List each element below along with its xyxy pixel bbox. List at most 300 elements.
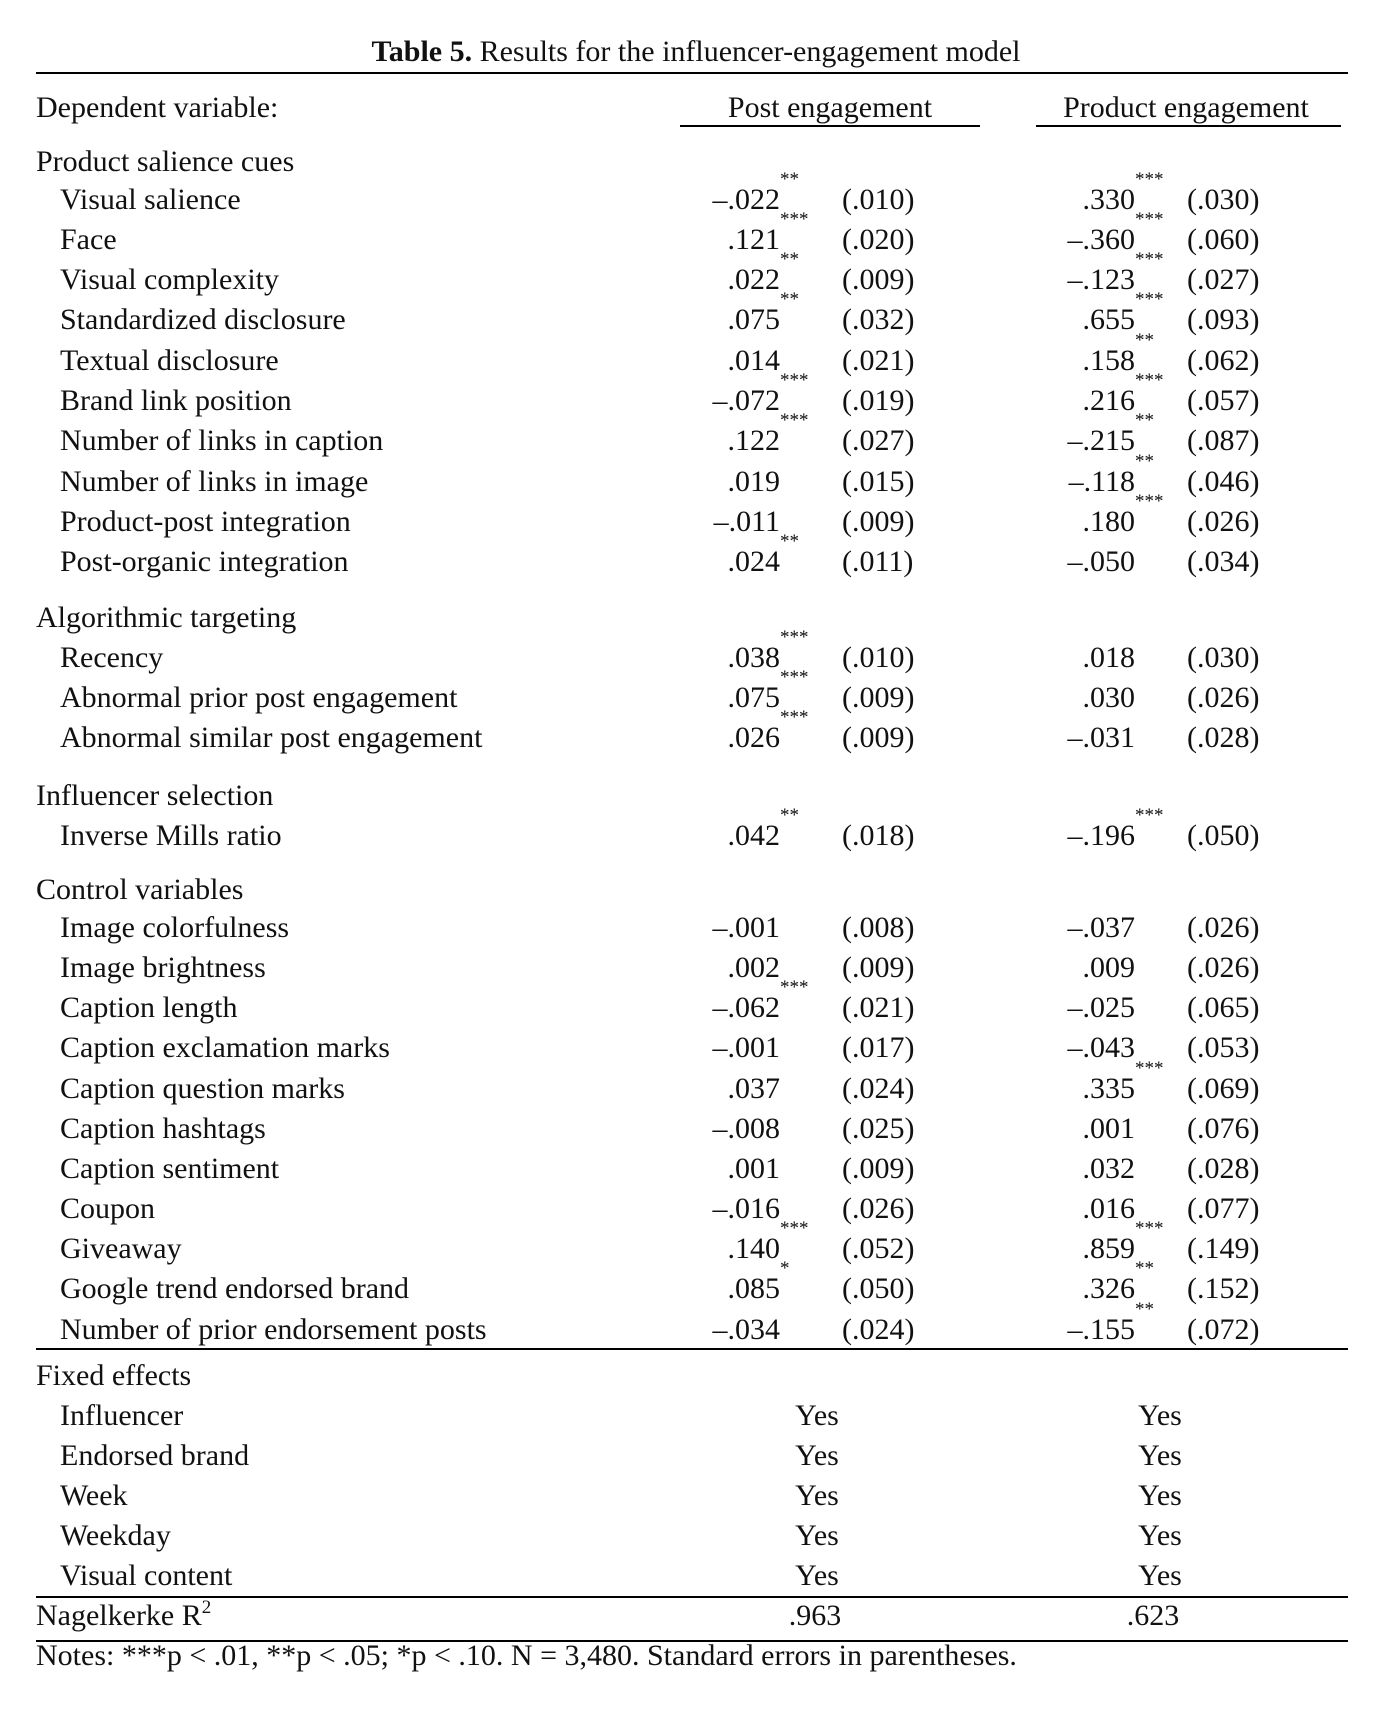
row-label: Endorsed brand [60, 1439, 250, 1472]
coefficient [713, 1189, 781, 1229]
coefficient-value: .140 [727, 1232, 780, 1265]
table-row [0, 1109, 1392, 1149]
coefficient [1082, 491, 1164, 542]
coefficient-cell-product [1015, 249, 1164, 300]
standard-error: (.009) [842, 1152, 915, 1185]
standard-error: (.046) [1187, 465, 1260, 498]
coefficient-value: –.001 [712, 911, 780, 944]
coefficient-cell-post [660, 370, 809, 421]
coefficient-cell-product [1015, 410, 1154, 461]
coefficient [1082, 370, 1164, 421]
coefficient-value: –.196 [1067, 819, 1135, 852]
coefficient-value: –.034 [712, 1313, 780, 1346]
coefficient-value: –.123 [1067, 263, 1135, 296]
standard-error: (.077) [1187, 1192, 1260, 1225]
table-row [0, 1556, 1392, 1596]
standard-error: (.093) [1187, 303, 1260, 336]
standard-error: (.050) [842, 1272, 915, 1305]
standard-error: (.021) [842, 344, 915, 377]
significance-stars: ** [1135, 451, 1154, 472]
section-heading [0, 870, 1392, 910]
coefficient-cell-post [660, 1028, 780, 1068]
coefficient [1082, 1218, 1164, 1269]
standard-error: (.060) [1187, 223, 1260, 256]
table-row [0, 410, 1392, 461]
table-row [0, 491, 1392, 542]
coefficient [712, 169, 799, 220]
coefficient-cell-post [660, 707, 809, 758]
significance-stars: * [780, 1258, 790, 1279]
column-header-post-engagement: Post engagement [727, 91, 933, 124]
section-heading [0, 776, 1392, 816]
table-row [0, 948, 1392, 988]
row-label: Coupon [60, 1192, 156, 1225]
row-label: Caption question marks [60, 1072, 345, 1105]
row-label: Post-organic integration [60, 545, 349, 578]
coefficient-value: –.043 [1067, 1031, 1135, 1064]
row-label: Caption length [60, 991, 238, 1024]
row-label: Influencer [60, 1399, 184, 1432]
standard-error: (.028) [1187, 1152, 1260, 1185]
standard-error: (.027) [842, 424, 915, 457]
standard-error: (.149) [1187, 1232, 1260, 1265]
row-label: Brand link position [60, 384, 292, 417]
coefficient [1068, 542, 1136, 582]
coefficient [1067, 410, 1154, 461]
standard-error: (.087) [1187, 424, 1260, 457]
significance-stars: *** [1135, 289, 1164, 310]
coefficient-cell-product [1015, 1218, 1164, 1269]
significance-stars: *** [1135, 805, 1164, 826]
coefficient [727, 1258, 790, 1309]
significance-stars: *** [1135, 491, 1164, 512]
table-row [0, 370, 1392, 421]
coefficient-value: –.062 [712, 991, 780, 1024]
significance-stars: *** [780, 1218, 809, 1239]
standard-error: (.028) [1187, 721, 1260, 754]
coefficient [727, 531, 799, 582]
table-row [0, 209, 1392, 260]
standard-error: (.069) [1187, 1072, 1260, 1105]
standard-error: (.009) [842, 505, 915, 538]
table-row [0, 1396, 1392, 1436]
coefficient-cell-post [660, 948, 780, 988]
coefficient-cell-post [660, 977, 809, 1028]
coefficient-value: .026 [727, 721, 780, 754]
coefficient-cell-product [1015, 1189, 1135, 1229]
coefficient [1083, 1109, 1136, 1149]
coefficient-value: .655 [1082, 303, 1135, 336]
coefficient-cell-post [660, 1258, 790, 1309]
dependent-variable-label: Dependent variable: [36, 91, 279, 124]
coefficient-value: .075 [727, 303, 780, 336]
table-title [0, 32, 1392, 72]
row-label: Recency [60, 641, 164, 674]
significance-stars: *** [780, 977, 809, 998]
standard-error: (.076) [1187, 1112, 1260, 1145]
standard-error: (.026) [1187, 681, 1260, 714]
coefficient-value: –.022 [712, 183, 780, 216]
coefficient [1067, 249, 1164, 300]
coefficient-value: .009 [1082, 951, 1135, 984]
coefficient [1082, 1258, 1154, 1309]
coefficient-value: .122 [727, 424, 780, 457]
coefficient-value: .180 [1082, 505, 1135, 538]
coefficient [1067, 1299, 1154, 1350]
significance-stars: *** [1135, 249, 1164, 270]
standard-error: (.026) [842, 1192, 915, 1225]
coefficient [727, 627, 809, 678]
coefficient [728, 1069, 781, 1109]
coefficient [1083, 1189, 1136, 1229]
coefficient-cell-post [660, 502, 780, 542]
coefficient-cell-product [1015, 1028, 1135, 1068]
coefficient-value: –.008 [712, 1112, 780, 1145]
table-row [0, 805, 1392, 856]
coefficient-cell-post [660, 908, 780, 948]
fixed-effect-post: Yes [795, 1479, 839, 1512]
significance-stars: *** [780, 667, 809, 688]
significance-stars: *** [780, 370, 809, 391]
coefficient-cell-product [1015, 988, 1135, 1028]
coefficient [1082, 289, 1164, 340]
coefficient [1067, 805, 1164, 856]
row-label: Image colorfulness [60, 911, 290, 944]
table-caption: Results for the influencer-engagement model [472, 35, 1021, 68]
coefficient-value: .075 [727, 681, 780, 714]
coefficient-cell-post [660, 1218, 809, 1269]
standard-error: (.018) [842, 819, 915, 852]
column-header-product-engagement: Product engagement [1063, 91, 1309, 124]
coefficient [728, 462, 781, 502]
coefficient [1082, 330, 1154, 381]
coefficient-value: .859 [1082, 1232, 1135, 1265]
table-row [0, 1028, 1392, 1068]
coefficient-value: –.360 [1067, 223, 1135, 256]
standard-error: (.009) [842, 681, 915, 714]
standard-error: (.026) [1187, 911, 1260, 944]
coefficient-value: –.050 [1067, 545, 1135, 578]
standard-error: (.026) [1187, 951, 1260, 984]
coefficient [714, 502, 780, 542]
coefficient-value: .037 [727, 1072, 780, 1105]
coefficient-value: .014 [727, 344, 780, 377]
coefficient [1083, 948, 1136, 988]
coefficient-cell-product [1015, 542, 1135, 582]
standard-error: (.009) [842, 721, 915, 754]
coefficient [728, 1149, 781, 1189]
table-row [0, 330, 1392, 381]
top-rule [36, 72, 1348, 74]
standard-error: (.050) [1187, 819, 1260, 852]
table-notes: Notes: ***p < .01, **p < .05; *p < .10. N = 3,480. Standard errors in parentheses. [36, 1639, 1017, 1672]
table-row [0, 667, 1392, 718]
coefficient [727, 805, 799, 856]
coefficient-value: .022 [727, 263, 780, 296]
fixed-effect-product: Yes [1138, 1399, 1182, 1432]
coefficient-cell-product [1015, 718, 1135, 758]
fixed-effect-product: Yes [1138, 1519, 1182, 1552]
coefficient-cell-product [1015, 678, 1135, 718]
table-row [0, 1476, 1392, 1516]
section-title: Algorithmic targeting [36, 601, 297, 634]
significance-stars: *** [780, 707, 809, 728]
table-row [0, 1189, 1392, 1229]
coefficient-cell-post [660, 341, 780, 381]
row-label: Product-post integration [60, 505, 351, 538]
coefficient-cell-post [660, 462, 780, 502]
standard-error: (.024) [842, 1072, 915, 1105]
r2-label-text: Nagelkerke R [36, 1599, 202, 1632]
standard-error: (.020) [842, 223, 915, 256]
column-underline-product [1036, 125, 1341, 127]
table-row [0, 977, 1392, 1028]
section-heading [0, 598, 1392, 638]
coefficient-value: .001 [727, 1152, 780, 1185]
coefficient-cell-post [660, 169, 799, 220]
coefficient-cell-product [1015, 169, 1164, 220]
row-label: Caption hashtags [60, 1112, 266, 1145]
significance-stars: ** [1135, 1258, 1154, 1279]
row-label: Google trend endorsed brand [60, 1272, 410, 1305]
coefficient [727, 249, 799, 300]
coefficient [713, 1028, 781, 1068]
coefficient-cell-post [660, 1109, 780, 1149]
significance-stars: ** [1135, 330, 1154, 351]
row-label: Weekday [60, 1519, 171, 1552]
table-row [0, 531, 1392, 582]
significance-stars: *** [1135, 1058, 1164, 1079]
table-row [0, 707, 1392, 758]
standard-error: (.009) [842, 951, 915, 984]
coefficient-value: .158 [1082, 344, 1135, 377]
coefficient-cell-product [1015, 330, 1154, 381]
coefficient [1068, 451, 1154, 502]
fixed-effect-post: Yes [795, 1439, 839, 1472]
coefficient [727, 667, 809, 718]
section-heading [0, 1356, 1392, 1396]
coefficient [713, 1310, 781, 1350]
table-row [0, 169, 1392, 220]
coefficient-value: –.025 [1067, 991, 1135, 1024]
coefficient [1068, 988, 1136, 1028]
section-title: Influencer selection [36, 779, 274, 812]
fixed-effect-product: Yes [1138, 1479, 1182, 1512]
section-title: Control variables [36, 873, 244, 906]
fixed-effect-post: Yes [795, 1399, 839, 1432]
standard-error: (.011) [842, 545, 914, 578]
coefficient-value: .024 [727, 545, 780, 578]
row-label: Textual disclosure [60, 344, 279, 377]
coefficient-value: .030 [1082, 681, 1135, 714]
significance-stars: *** [780, 627, 809, 648]
coefficient-cell-post [660, 410, 809, 461]
standard-error: (.152) [1187, 1272, 1260, 1305]
coefficient-value: .002 [727, 951, 780, 984]
coefficient-cell-post [660, 1310, 780, 1350]
coefficient-value: .018 [1082, 641, 1135, 674]
column-underline-post [680, 125, 980, 127]
table-row [0, 1258, 1392, 1309]
table-row [0, 289, 1392, 340]
coefficient-cell-product [1015, 289, 1164, 340]
coefficient-value: –.215 [1067, 424, 1135, 457]
standard-error: (.062) [1187, 344, 1260, 377]
coefficient-cell-product [1015, 805, 1164, 856]
standard-error: (.019) [842, 384, 915, 417]
coefficient [712, 370, 809, 421]
table-row [0, 1436, 1392, 1476]
coefficient-value: .085 [727, 1272, 780, 1305]
standard-error: (.026) [1187, 505, 1260, 538]
row-label: Visual salience [60, 183, 241, 216]
coefficient-cell-post [660, 289, 799, 340]
standard-error: (.052) [842, 1232, 915, 1265]
coefficient [713, 908, 781, 948]
fixed-effect-post: Yes [795, 1559, 839, 1592]
standard-error: (.009) [842, 263, 915, 296]
row-label: Inverse Mills ratio [60, 819, 282, 852]
row-label: Image brightness [60, 951, 266, 984]
coefficient-cell-product [1015, 1258, 1154, 1309]
coefficient-cell-product [1015, 908, 1135, 948]
standard-error: (.034) [1187, 545, 1260, 578]
coefficient-value: –.118 [1068, 465, 1135, 498]
coefficient [1068, 908, 1136, 948]
table-row [0, 908, 1392, 948]
fixed-effect-product: Yes [1138, 1439, 1182, 1472]
standard-error: (.024) [842, 1313, 915, 1346]
coefficient-value: .042 [727, 819, 780, 852]
coefficient [727, 410, 809, 461]
row-label: Number of links in caption [60, 424, 384, 457]
coefficient [1067, 209, 1164, 260]
coefficient-cell-post [660, 1149, 780, 1189]
standard-error: (.025) [842, 1112, 915, 1145]
significance-stars: ** [1135, 1299, 1154, 1320]
coefficient-cell-post [660, 1189, 780, 1229]
coefficient-cell-post [660, 667, 809, 718]
coefficient-cell-product [1015, 451, 1154, 502]
mid-rule [36, 1348, 1348, 1350]
coefficient [1083, 638, 1136, 678]
significance-stars: *** [1135, 370, 1164, 391]
coefficient-cell-product [1015, 491, 1164, 542]
coefficient [1082, 169, 1164, 220]
standard-error: (.072) [1187, 1313, 1260, 1346]
coefficient [713, 1109, 781, 1149]
significance-stars: ** [780, 531, 799, 552]
r2-rule [36, 1596, 1348, 1598]
coefficient-value: .121 [727, 223, 780, 256]
coefficient-value: –.072 [712, 384, 780, 417]
significance-stars: ** [780, 249, 799, 270]
r2-post: .963 [788, 1599, 842, 1632]
standard-error: (.053) [1187, 1031, 1260, 1064]
coefficient-cell-post [660, 249, 799, 300]
coefficient [728, 341, 781, 381]
row-label: Abnormal prior post engagement [60, 681, 458, 714]
row-label: Week [60, 1479, 128, 1512]
significance-stars: ** [780, 169, 799, 190]
table-row [0, 1058, 1392, 1109]
coefficient-cell-product [1015, 1149, 1135, 1189]
r2-product: .623 [1126, 1599, 1180, 1632]
row-label: Caption exclamation marks [60, 1031, 390, 1064]
row-label: Visual content [60, 1559, 233, 1592]
row-label: Caption sentiment [60, 1152, 280, 1185]
standard-error: (.027) [1187, 263, 1260, 296]
coefficient-cell-post [660, 627, 809, 678]
row-label: Number of links in image [60, 465, 369, 498]
coefficient-value: –.037 [1067, 911, 1135, 944]
coefficient-cell-product [1015, 1299, 1154, 1350]
row-label: Visual complexity [60, 263, 279, 296]
coefficient-cell-product [1015, 370, 1164, 421]
standard-error: (.017) [842, 1031, 915, 1064]
significance-stars: ** [1135, 410, 1154, 431]
standard-error: (.032) [842, 303, 915, 336]
coefficient-value: .335 [1082, 1072, 1135, 1105]
standard-error: (.008) [842, 911, 915, 944]
section-title: Product salience cues [36, 145, 295, 178]
coefficient-cell-product [1015, 209, 1164, 260]
coefficient-value: .038 [727, 641, 780, 674]
row-label: Standardized disclosure [60, 303, 346, 336]
r2-row [0, 1596, 1392, 1636]
coefficient [1082, 1058, 1164, 1109]
coefficient-value: .216 [1082, 384, 1135, 417]
standard-error: (.010) [842, 183, 915, 216]
table-row [0, 1149, 1392, 1189]
significance-stars: *** [1135, 169, 1164, 190]
table-number: Table 5. [371, 35, 473, 68]
coefficient-value: –.155 [1067, 1313, 1135, 1346]
coefficient [712, 977, 809, 1028]
table-row [0, 1516, 1392, 1556]
significance-stars: *** [1135, 209, 1164, 230]
coefficient [727, 707, 809, 758]
fixed-effect-product: Yes [1138, 1559, 1182, 1592]
fixed-effect-post: Yes [795, 1519, 839, 1552]
coefficient-cell-product [1015, 638, 1135, 678]
significance-stars: *** [1135, 1218, 1164, 1239]
significance-stars: ** [780, 289, 799, 310]
table-row [0, 1299, 1392, 1350]
coefficient-cell-post [660, 209, 809, 260]
significance-stars: ** [780, 805, 799, 826]
coefficient-cell-post [660, 1069, 780, 1109]
coefficient [727, 1218, 809, 1269]
significance-stars: *** [780, 209, 809, 230]
row-label: Abnormal similar post engagement [60, 721, 483, 754]
coefficient [727, 289, 799, 340]
row-label: Number of prior endorsement posts [60, 1313, 487, 1346]
coefficient [728, 948, 781, 988]
coefficient-cell-product [1015, 1058, 1164, 1109]
coefficient-cell-product [1015, 1109, 1135, 1149]
row-label: Face [60, 223, 117, 256]
table-row [0, 627, 1392, 678]
coefficient-value: –.016 [712, 1192, 780, 1225]
coefficient [1068, 1028, 1136, 1068]
section-heading [0, 142, 1392, 182]
coefficient-value: .019 [727, 465, 780, 498]
coefficient-value: .330 [1082, 183, 1135, 216]
coefficient-value: –.031 [1067, 721, 1135, 754]
coefficient-cell-product [1015, 948, 1135, 988]
table-row [0, 249, 1392, 300]
